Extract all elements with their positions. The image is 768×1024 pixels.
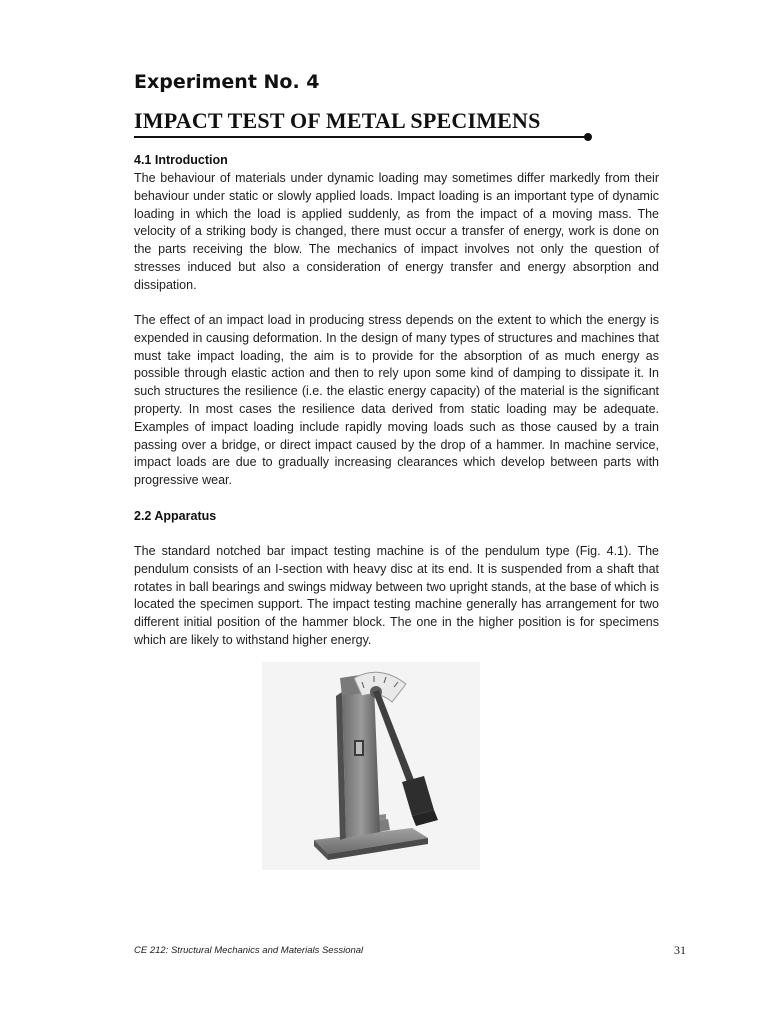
- footer-course-title: CE 212: Structural Mechanics and Materials Sessional: [134, 945, 364, 956]
- intro-paragraph-2: The effect of an impact load in producing stress depends on the extent to which the energy is expended in causing deformation. In the design of many types of structures and machines that must take impact loading, the aim is to provide for the absorption of as much energy as possible through elastic action and then to rely upon some kind of damping to dissipate it. In such structures the resilience (i.e. the elastic energy capacity) of the material is the significant property. In most cases the resilience data derived from static loading may be adequate. Examples of impact loading include rapidly moving loads such as those caused by a train passing over a bridge, or direct impact caused by the drop of a hammer. In machine service, impact loads are due to gradually increasing clearances which develop between parts with progressive wear.: [134, 313, 659, 488]
- page-number: 31: [674, 943, 686, 957]
- page-title: IMPACT TEST OF METAL SPECIMENS: [134, 108, 541, 133]
- pendulum-impact-testing-machine-image: [262, 662, 480, 870]
- apparatus-paragraph: The standard notched bar impact testing machine is of the pendulum type (Fig. 4.1). The pendulum consists of an I-section with heavy disc at its end. It is suspended from a shaft that rotates in ball bearings and swings midway between two upright stands, at the base of which is located the specimen support. The impact testing machine generally has arrangement for two different initial position of the hammer block. The one in the higher position is for specimens which are likely to withstand higher energy.: [134, 544, 659, 647]
- section-heading-introduction: 4.1 Introduction: [134, 153, 228, 167]
- title-underline-dot: [584, 133, 592, 141]
- intro-paragraph-1: The behaviour of materials under dynamic loading may sometimes differ markedly from their behaviour under static or slowly applied loads. Impact loading is an important type of dynamic loading in which the load is applied suddenly, as from the impact of a moving mass. The velocity of a striking body is changed, there must occur a transfer of energy, work is done on the parts receiving the blow. The mechanics of impact involves not only the question of stresses induced but also a consideration of energy transfer and energy absorption and dissipation.: [134, 171, 659, 292]
- section-heading-apparatus: 2.2 Apparatus: [134, 509, 217, 523]
- title-underline: [134, 136, 586, 138]
- experiment-label: Experiment No. 4: [134, 71, 320, 93]
